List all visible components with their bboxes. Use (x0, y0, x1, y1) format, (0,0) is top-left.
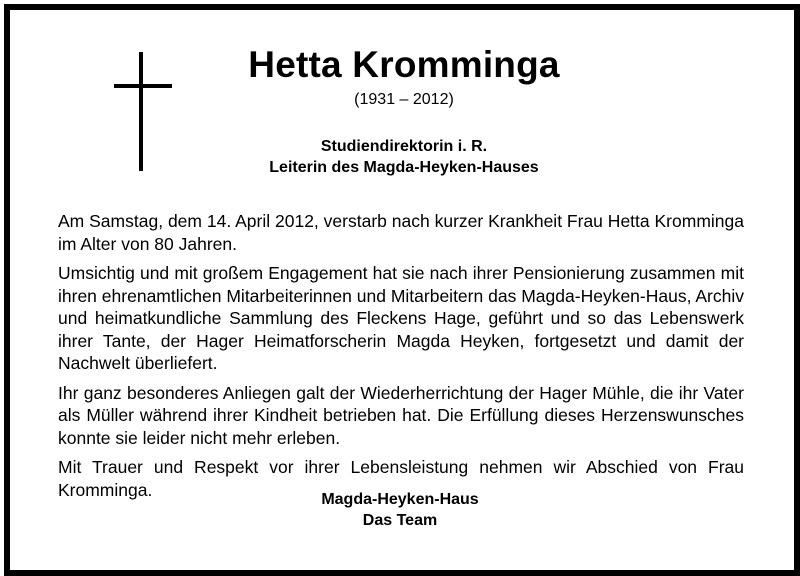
paragraph: Mit Trauer und Respekt vor ihrer Lebensleistung nehmen wir Abschied von Frau Kromminga. (58, 457, 744, 500)
life-years: (1931 – 2012) (354, 91, 454, 108)
paragraph: Am Samstag, dem 14. April 2012, verstarb nach kurzer Krankheit Frau Hetta Kromminga im Alter von 80 Jahren. (58, 211, 744, 254)
paragraph: Ihr ganz besonderes Anliegen galt der Wiederherrichtung der Hager Mühle, die ihr Vater als Müller während ihrer Kindheit betrieben hat. Die Erfüllung dieses Herzenswunsches konnte sie leider nicht mehr erleben. (58, 382, 744, 448)
title-line: Leiterin des Magda-Heyken-Hauses (269, 159, 539, 176)
deceased-name: Hetta Kromminga (248, 44, 560, 85)
paragraph: Umsichtig und mit großem Engagement hat sie nach ihrer Pensionierung zusammen mit ihren ehrenamtlichen Mitarbeiterinnen und Mitarbeitern das Magda-Heyken-Haus, Archiv und heimatkundliche Sammlung des Fleckens Hage, geführt und so das Lebenswerk ihrer Tante, der Hager Heimatforscherin Magda Heyken, fortgesetzt und damit der Nachwelt überliefert. (58, 263, 744, 373)
obituary-text (58, 210, 744, 508)
signature-line: Das Team (362, 512, 438, 529)
signature-line: Magda-Heyken-Haus (321, 491, 479, 508)
signature-block (0, 489, 800, 531)
titles-block (0, 136, 800, 178)
title-line: Studiendirektorin i. R. (320, 138, 488, 155)
